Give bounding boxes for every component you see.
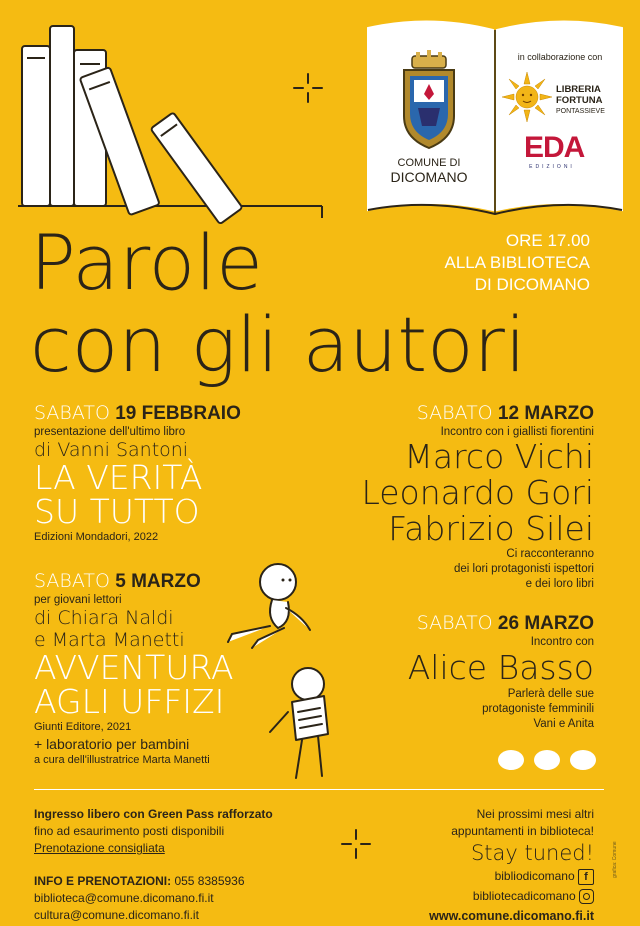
event-author: Alice Basso [407,648,594,687]
event-date: 12 MARZO [497,403,594,424]
event-intro: presentazione dell'ultimo libro [34,426,186,438]
event-author1: Marco Vichi [404,437,594,476]
footer-right [334,806,594,926]
event-date: 26 MARZO [497,613,594,634]
email-link[interactable]: cultura@comune.dicomano.fi.it [34,908,199,922]
entry-note: Ingresso libero con Green Pass rafforzato [34,807,273,821]
book-title-line2: AGLI UFFIZI [34,682,225,721]
info-line [34,873,334,890]
event-feb19 [34,402,324,545]
availability-note: fino ad esaurimento posti disponibili [34,824,225,838]
event-author2: e Marta Manetti [34,629,185,651]
event-desc3: e dei loro libri [525,578,594,590]
facebook-line[interactable] [334,866,594,886]
libreria-line3: PONTASSIEVE [556,108,605,115]
booking-link[interactable]: Prenotazione consigliata [34,841,165,855]
libreria-line1: LIBRERIA [556,84,601,95]
eda-logo-letters: EDA [524,131,585,164]
event-mar26 [294,612,594,732]
comune-line2: DICOMANO [390,169,468,185]
event-publisher: Giunti Editore, 2021 [34,721,132,733]
day-label: SABATO [416,612,493,634]
event-desc3: Vani e Anita [533,718,594,730]
eda-logo [524,131,585,170]
instagram-icon [579,889,594,904]
event-date: 5 MARZO [115,571,201,592]
ellipsis-dots [498,750,598,770]
comune-line1: COMUNE DI [397,157,461,169]
event-mar12 [294,402,594,592]
comune-crest-logo [396,50,462,150]
title-line1: Parole [30,218,263,307]
facebook-icon: f [578,869,594,885]
upcoming-line1: Nei prossimi mesi altri [476,807,594,821]
place-line1: ALLA BIBLIOTECA [444,253,590,272]
book-title-line1: AVVENTURA [34,648,234,687]
title-line2: con gli autori [30,300,527,389]
dot [498,750,524,770]
sparkle-icon [290,70,326,106]
event-desc2: protagoniste femminili [482,703,594,715]
book-title-line1: LA VERITÀ [34,458,203,497]
credit-text: grafica: Comune [612,841,618,878]
facebook-handle: bibliodicomano [494,869,575,883]
event-author: di Vanni Santoni [34,439,189,461]
comune-name [380,156,478,184]
eda-sub: EDIZIONI [529,164,575,170]
place-line2: DI DICOMANO [474,275,590,294]
event-date-line [294,612,594,635]
footer-divider [34,789,604,790]
event-intro: Incontro con [530,636,594,648]
upcoming-line2: appuntamenti in biblioteca! [451,824,594,838]
day-label: SABATO [34,570,110,592]
sun-logo-icon [502,72,552,122]
instagram-line[interactable] [334,886,594,906]
books-illustration [0,0,340,220]
collab-label: in collaborazione con [517,52,603,62]
libreria-logo-text [556,84,626,117]
footer-left [34,806,334,924]
info-label: INFO E PRENOTAZIONI: [34,874,172,888]
event-author1: di Chiara Naldi [34,607,174,629]
dot [534,750,560,770]
time: ORE 17.00 [505,231,590,250]
day-label: SABATO [416,402,493,424]
event-extra-sub: a cura dell'illustratrice Marta Manetti [34,754,210,766]
event-author3: Fabrizio Silei [388,509,594,548]
phone-number[interactable]: 055 8385936 [174,874,245,888]
email-link[interactable]: biblioteca@comune.dicomano.fi.it [34,891,214,905]
book-title-line2: SU TUTTO [34,492,200,531]
event-desc1: Parlerà delle sue [507,688,594,700]
event-extra: + laboratorio per bambini [34,736,190,752]
day-label: SABATO [34,402,110,424]
dot [570,750,596,770]
website-link[interactable]: www.comune.dicomano.fi.it [429,909,594,923]
event-author2: Leonardo Gori [361,473,594,512]
time-place [444,230,590,296]
event-publisher: Edizioni Mondadori, 2022 [34,531,159,543]
event-desc2: dei lori protagonisti ispettori [454,563,594,575]
event-date: 19 FEBBRAIO [115,403,241,424]
event-date-line [34,402,324,425]
event-date-line [294,402,594,425]
event-intro: Incontro con i giallisti fiorentini [440,426,594,438]
event-intro: per giovani lettori [34,594,122,606]
event-desc1: Ci racconteranno [506,548,594,560]
libreria-line2: FORTUNA [556,95,603,106]
instagram-handle: bibliotecadicomano [472,889,576,903]
stay-tuned: Stay tuned! [470,841,594,865]
